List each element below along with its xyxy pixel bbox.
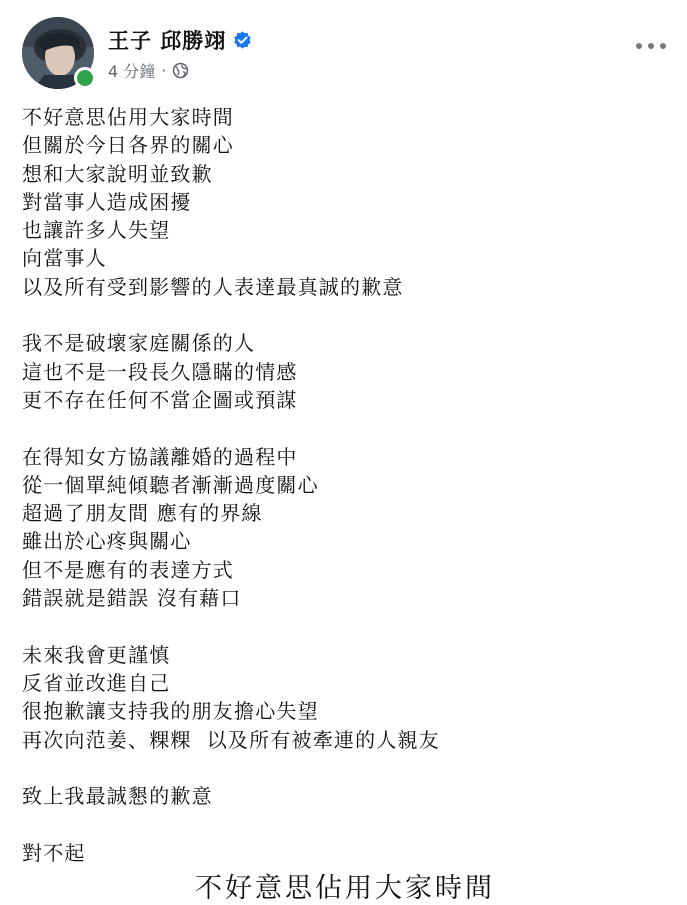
post-timestamp[interactable]: 4 分鐘 — [108, 61, 156, 81]
post-line: 向當事人 — [22, 246, 107, 271]
globe-icon[interactable] — [172, 62, 189, 79]
post-line: 超過了朋友間 應有的界線 — [22, 501, 263, 526]
post-line: 很抱歉讓支持我的朋友擔心失望 — [22, 699, 319, 724]
more-dot — [648, 43, 654, 49]
post-line: 不好意思佔用大家時間 — [22, 105, 234, 129]
post-body — [22, 103, 662, 895]
post-line: 致上我最誠懇的歉意 — [22, 784, 213, 809]
post-line: 我不是破壞家庭關係的人 — [22, 331, 256, 356]
post-paragraph — [22, 103, 662, 301]
post-header — [22, 17, 672, 92]
post-paragraph — [22, 641, 662, 754]
post-line: 雖出於心疼與關心 — [22, 529, 192, 554]
post-paragraph — [22, 839, 662, 867]
post-line: 再次向范姜、粿粿 以及所有被牽連的人親友 — [22, 727, 440, 752]
post-line: 但不是應有的表達方式 — [22, 557, 234, 582]
more-dot — [636, 43, 642, 49]
post-line: 反省並改進自己 — [22, 670, 171, 695]
post-paragraph — [22, 782, 662, 810]
post-line: 更不存在任何不當企圖或預謀 — [22, 387, 298, 412]
post-paragraph — [22, 329, 662, 414]
post-line: 也讓許多人失望 — [22, 218, 171, 243]
post-line: 未來我會更謹慎 — [22, 642, 171, 667]
post-line: 從一個單純傾聽者漸漸過度關心 — [22, 472, 319, 497]
post-line: 以及所有受到影響的人表達最真誠的歉意 — [22, 274, 404, 299]
post-line: 在得知女方協議離婚的過程中 — [22, 444, 298, 469]
bleed-through-text: 不好意思佔用大家時間 — [195, 873, 495, 904]
post-paragraph — [22, 443, 662, 613]
more-dot — [660, 43, 666, 49]
author-name[interactable]: 王子 邱勝翊 — [108, 29, 227, 53]
post-line: 這也不是一段長久隱瞞的情感 — [22, 359, 298, 384]
post-line: 想和大家說明並致歉 — [22, 161, 213, 186]
more-options-icon[interactable] — [636, 39, 666, 53]
verified-badge-icon — [232, 30, 253, 51]
author-row — [108, 26, 253, 54]
post-meta — [108, 59, 189, 81]
author-avatar-wrapper[interactable] — [22, 17, 94, 89]
online-status-icon — [74, 67, 96, 89]
post-line: 對當事人造成困擾 — [22, 189, 192, 214]
post-line: 但關於今日各界的關心 — [22, 133, 234, 158]
post-line: 錯誤就是錯誤 沒有藉口 — [22, 586, 242, 611]
meta-separator: · — [161, 60, 167, 80]
post-line: 對不起 — [22, 840, 86, 865]
